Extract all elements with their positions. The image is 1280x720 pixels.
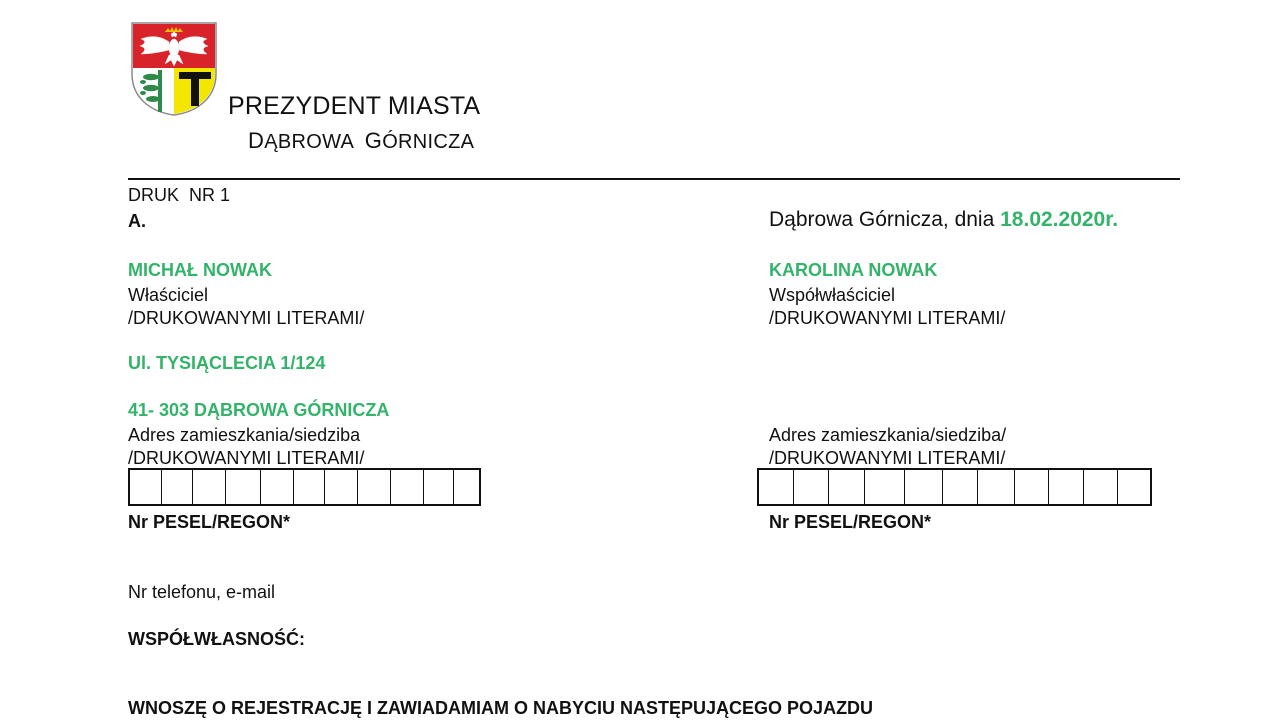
pesel-digit-box[interactable] <box>793 470 828 504</box>
coowner-role-label: Współwłaściciel <box>769 285 896 305</box>
pesel-digit-box[interactable] <box>828 470 864 504</box>
city-word2-initial: G <box>364 128 383 153</box>
office-title: PREZYDENT MIASTA <box>228 92 481 120</box>
owner-street[interactable]: Ul. TYSIĄCLECIA 1/124 <box>128 353 326 373</box>
pesel-digit-box[interactable] <box>759 470 793 504</box>
pesel-digit-box[interactable] <box>161 470 192 504</box>
pesel-digit-box[interactable] <box>390 470 423 504</box>
city-word2-rest: ÓRNICZA <box>382 131 475 153</box>
coowner-name[interactable]: KAROLINA NOWAK <box>769 260 938 280</box>
pesel-digit-box[interactable] <box>324 470 357 504</box>
owner-address-label: Adres zamieszkania/siedziba <box>128 425 361 445</box>
header-divider <box>128 178 1180 180</box>
owner-city[interactable]: 41- 303 DĄBROWA GÓRNICZA <box>128 400 390 420</box>
place-date-prefix: Dąbrowa Górnicza, dnia <box>769 208 995 231</box>
date-value[interactable]: 18.02.2020r. <box>1000 208 1119 231</box>
registration-request-heading: WNOSZĘ O REJESTRACJĘ I ZAWIADAMIAM O NABYCIU NASTĘPUJĄCEGO POJAZDU <box>128 698 874 718</box>
pesel-digit-box[interactable] <box>225 470 260 504</box>
pesel-digit-box[interactable] <box>192 470 225 504</box>
city-coat-of-arms <box>131 22 217 116</box>
coownership-label: WSPÓŁWŁASNOŚĆ: <box>128 629 305 649</box>
owner-print-hint: /DRUKOWANYMI LITERAMI/ <box>128 308 365 328</box>
pesel-digit-box[interactable] <box>130 470 161 504</box>
place-date <box>769 208 1118 232</box>
pesel-digit-box[interactable] <box>1048 470 1083 504</box>
pesel-digit-box[interactable] <box>864 470 904 504</box>
section-label: A. <box>128 211 146 231</box>
print-number: DRUK NR 1 <box>128 185 231 205</box>
coowner-address-label: Adres zamieszkania/siedziba/ <box>769 425 1007 445</box>
pesel-digit-box[interactable] <box>357 470 390 504</box>
owner-pesel-boxes[interactable] <box>128 468 481 506</box>
coowner-pesel-boxes[interactable] <box>757 468 1152 506</box>
pesel-digit-box[interactable] <box>977 470 1014 504</box>
pesel-digit-box[interactable] <box>293 470 324 504</box>
phone-email-label: Nr telefonu, e-mail <box>128 582 276 602</box>
coowner-address-hint: /DRUKOWANYMI LITERAMI/ <box>769 448 1006 468</box>
owner-role-label: Właściciel <box>128 285 209 305</box>
pesel-digit-box[interactable] <box>1014 470 1048 504</box>
pesel-digit-box[interactable] <box>453 470 479 504</box>
pesel-digit-box[interactable] <box>1117 470 1150 504</box>
pesel-digit-box[interactable] <box>942 470 977 504</box>
owner-name[interactable]: MICHAŁ NOWAK <box>128 260 272 280</box>
owner-pesel-label: Nr PESEL/REGON* <box>128 512 291 532</box>
city-word1-rest: ĄBROWA <box>264 131 354 153</box>
pesel-digit-box[interactable] <box>904 470 942 504</box>
owner-address-hint: /DRUKOWANYMI LITERAMI/ <box>128 448 365 468</box>
pesel-digit-box[interactable] <box>1083 470 1117 504</box>
office-city <box>248 128 474 154</box>
city-word1-initial: D <box>248 128 265 153</box>
pesel-digit-box[interactable] <box>423 470 453 504</box>
coowner-pesel-label: Nr PESEL/REGON* <box>769 512 932 532</box>
pesel-digit-box[interactable] <box>260 470 293 504</box>
coowner-print-hint: /DRUKOWANYMI LITERAMI/ <box>769 308 1006 328</box>
